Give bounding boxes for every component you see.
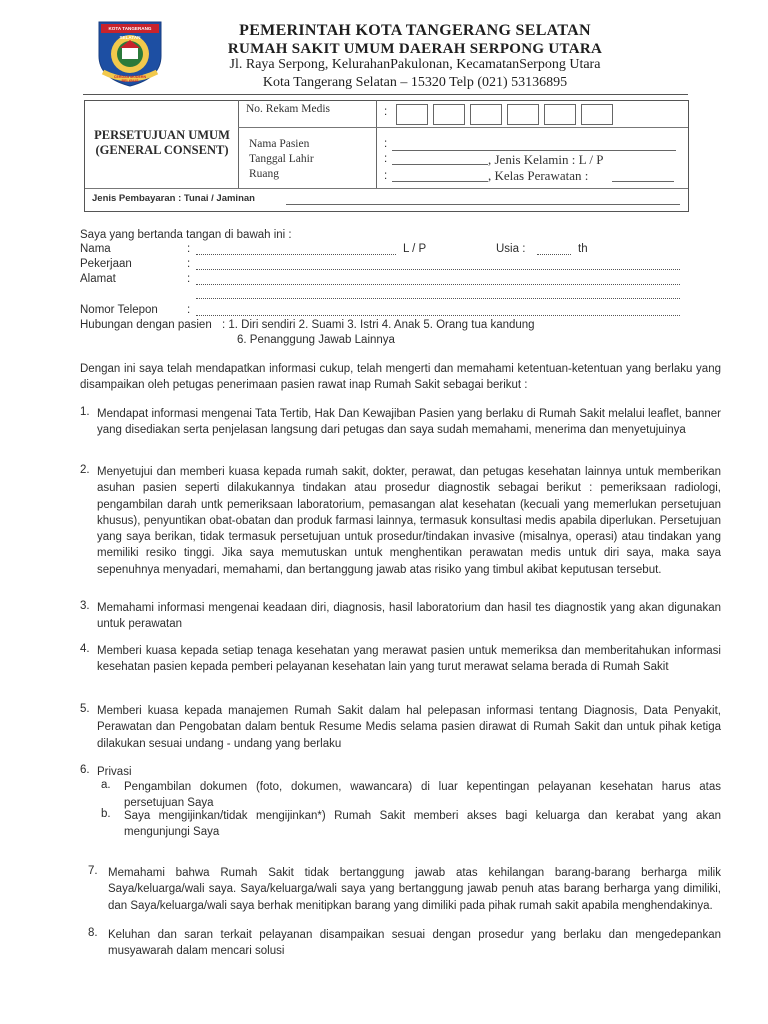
label-alamat: Alamat: [80, 273, 116, 285]
item-number: 3.: [80, 600, 90, 612]
box-divider: [238, 100, 239, 188]
usia-field[interactable]: [537, 254, 571, 255]
alamat-field[interactable]: [196, 284, 680, 285]
form-title-line1: PERSETUJUAN UMUM: [94, 128, 230, 142]
header-address: Jl. Raya Serpong, KelurahanPakulonan, KecamatanSerpong Utara: [229, 57, 601, 72]
consent-item-4: Memberi kuasa kepada setiap tenaga kesehatan yang merawat pasien untuk memeriksa dan memberitahukan informasi kesehatan pasien kepada pemberi pelayanan kesehatan lain yang turut merawat selama berada di Rumah Sakit: [97, 645, 721, 674]
label-usia: Usia :: [496, 243, 526, 255]
ruang-field[interactable]: [392, 181, 488, 182]
label-gender: L / P: [403, 243, 427, 255]
form-title-line2: (GENERAL CONSENT): [95, 143, 229, 157]
rekam-medis-cell[interactable]: [470, 104, 502, 125]
logo-text: KOTA TANGERANG SELATAN: [108, 26, 152, 40]
colon: :: [384, 106, 388, 118]
privasi-item-b: Saya mengijinkan/tidak mengijinkan*) Rumah Sakit memberi akses bagi keluarga dan kerabat yang akan mengunjungi Saya: [124, 810, 721, 839]
form-title: [89, 128, 235, 158]
colon: :: [384, 170, 388, 182]
rekam-medis-cell[interactable]: [581, 104, 613, 125]
consent-item-7: Memahami bahwa Rumah Sakit tidak bertanggung jawab atas kehilangan barang-barang berharga milik Saya/keluarga/wali saya. Saya/keluarga/wali saya yang bertanggung jawab penuh atas barang berharga yang dimiliki, dan Saya/keluarga/wali saya berhak menitipkan barang yang dimiliki pada pihak rumah sakit apabila menghendakinya.: [108, 867, 721, 912]
item-number: 8.: [88, 927, 98, 939]
colon: :: [384, 153, 388, 165]
item-number: 5.: [80, 703, 90, 715]
consent-item-2: Menyetujui dan memberi kuasa kepada rumah sakit, dokter, perawat, dan petugas kesehatan lainnya untuk memberikan asuhan pasien seperti dilakukannya tindakan atau prosedur diagnostik sebagai berikut : pemeriksaan radiologi, pengambilan darah untk pemeriksaan laboratorium, pemasangan alat kesehatan (kecuali yang memerlukan persetujuan khusus), penyuntikan obat-obatan dan produk farmasi lainnya, termasuk konsultasi medis apabila diperlukan. Persetujuan yang saya berikan, tidak termasuk persetujuan untuk prosedur/tindakan invasive (misalnya, operasi) atau tindakan yang memiliki resiko tinggi. Jika saya memutuskan untuk menghentikan perawatan medis untuk diri saya, maka saya sepenuhnya menyadari, memahami, dan bertanggung jawab atas risiko yang timbul akibat keputusan tersebut.: [97, 466, 721, 576]
rekam-medis-cell[interactable]: [544, 104, 576, 125]
item-number: 1.: [80, 406, 90, 418]
label-nama: Nama: [80, 243, 111, 255]
colon: :: [187, 243, 191, 255]
label-rekam-medis: No. Rekam Medis: [246, 103, 331, 115]
privasi-title: Privasi: [97, 766, 132, 778]
label-ruang: Ruang: [249, 168, 280, 180]
nama-pasien-field[interactable]: [392, 150, 676, 151]
rekam-medis-cell[interactable]: [396, 104, 428, 125]
hubungan-option-6[interactable]: 6. Penanggung Jawab Lainnya: [237, 334, 395, 346]
header-contact: Kota Tangerang Selatan – 15320 Telp (021) 53136895: [262, 75, 568, 90]
colon: :: [384, 138, 388, 150]
label-nama-pasien: Nama Pasien: [249, 138, 310, 150]
label-th: th: [578, 243, 588, 255]
label-pekerjaan: Pekerjaan: [80, 258, 132, 270]
header-hospital: RUMAH SAKIT UMUM DAERAH SERPONG UTARA: [227, 41, 603, 57]
label-jenis-pembayaran: Jenis Pembayaran : Tunai / Jaminan: [92, 193, 255, 204]
subitem-letter: a.: [101, 779, 111, 791]
box-divider: [85, 188, 688, 189]
item-number: 6.: [80, 764, 90, 776]
box-divider: [376, 100, 377, 188]
header-divider: [83, 94, 688, 95]
colon: :: [187, 273, 191, 285]
subitem-letter: b.: [101, 808, 111, 820]
pekerjaan-field[interactable]: [196, 269, 680, 270]
alamat-field-2[interactable]: [196, 298, 680, 299]
header-government: PEMERINTAH KOTA TANGERANG SELATAN: [239, 22, 591, 39]
consent-item-1: Mendapat informasi mengenai Tata Tertib, Hak Dan Kewajiban Pasien yang berlaku di Rumah Sakit melalui leaflet, banner yang disediakan serta penjelasan langsung dari petugas dan saya sudah memahami, menerima dan menyetujuinya: [97, 408, 721, 437]
consent-statement: Dengan ini saya telah mendapatkan informasi cukup, telah mengerti dan memahami ketentuan-ketentuan yang berlaku yang disampaikan oleh petugas penerimaan pasien rawat inap Rumah Sakit sebagai berikut :: [80, 363, 721, 392]
consent-item-5: Memberi kuasa kepada manajemen Rumah Sakit dalam hal pelepasan informasi tentang Diagnosis, Data Penyakit, Perawatan dan Pengobatan dalam bentuk Resume Medis selama pasien dirawat di Rumah Sakit dan untuk pihak ketiga dilakukan sesuai undang - undang yang berlaku: [97, 705, 721, 750]
kelas-perawatan-field[interactable]: [612, 181, 674, 182]
label-hubungan: Hubungan dengan pasien: [80, 319, 212, 331]
box-divider: [238, 127, 688, 128]
consent-item-8: Keluhan dan saran terkait pelayanan disampaikan sesuai dengan prosedur yang berlaku dan mengedepankan musyawarah dalam mencari solusi: [108, 929, 721, 958]
privasi-item-a: Pengambilan dokumen (foto, dokumen, wawancara) di luar kepentingan pelayanan kesehatan harus atas persetujuan Saya: [124, 781, 721, 810]
logo-motto: CERDAS MODERN RELIGIUS: [113, 75, 147, 83]
label-tanggal-lahir: Tanggal Lahir: [249, 153, 314, 165]
consent-item-3: Memahami informasi mengenai keadaan diri, diagnosis, hasil laboratorium dan hasil tes diagnostik yang akan digunakan untuk perawatan: [97, 602, 721, 631]
rekam-medis-cell[interactable]: [507, 104, 539, 125]
item-number: 2.: [80, 464, 90, 476]
rekam-medis-cell[interactable]: [433, 104, 465, 125]
city-logo: [93, 14, 167, 88]
telepon-field[interactable]: [196, 315, 680, 316]
nama-field[interactable]: [196, 254, 396, 255]
label-kelas-perawatan: , Kelas Perawatan :: [488, 168, 589, 183]
hubungan-options[interactable]: : 1. Diri sendiri 2. Suami 3. Istri 4. Anak 5. Orang tua kandung: [222, 319, 535, 331]
tanggal-lahir-field[interactable]: [392, 164, 488, 165]
item-number: 4.: [80, 643, 90, 655]
colon: :: [187, 258, 191, 270]
jenis-pembayaran-field[interactable]: [286, 204, 680, 205]
colon: :: [187, 304, 191, 316]
item-number: 7.: [88, 865, 98, 877]
identity-intro: Saya yang bertanda tangan di bawah ini :: [80, 229, 292, 241]
label-telepon: Nomor Telepon: [80, 304, 158, 316]
label-jenis-kelamin: , Jenis Kelamin : L / P: [488, 152, 604, 167]
